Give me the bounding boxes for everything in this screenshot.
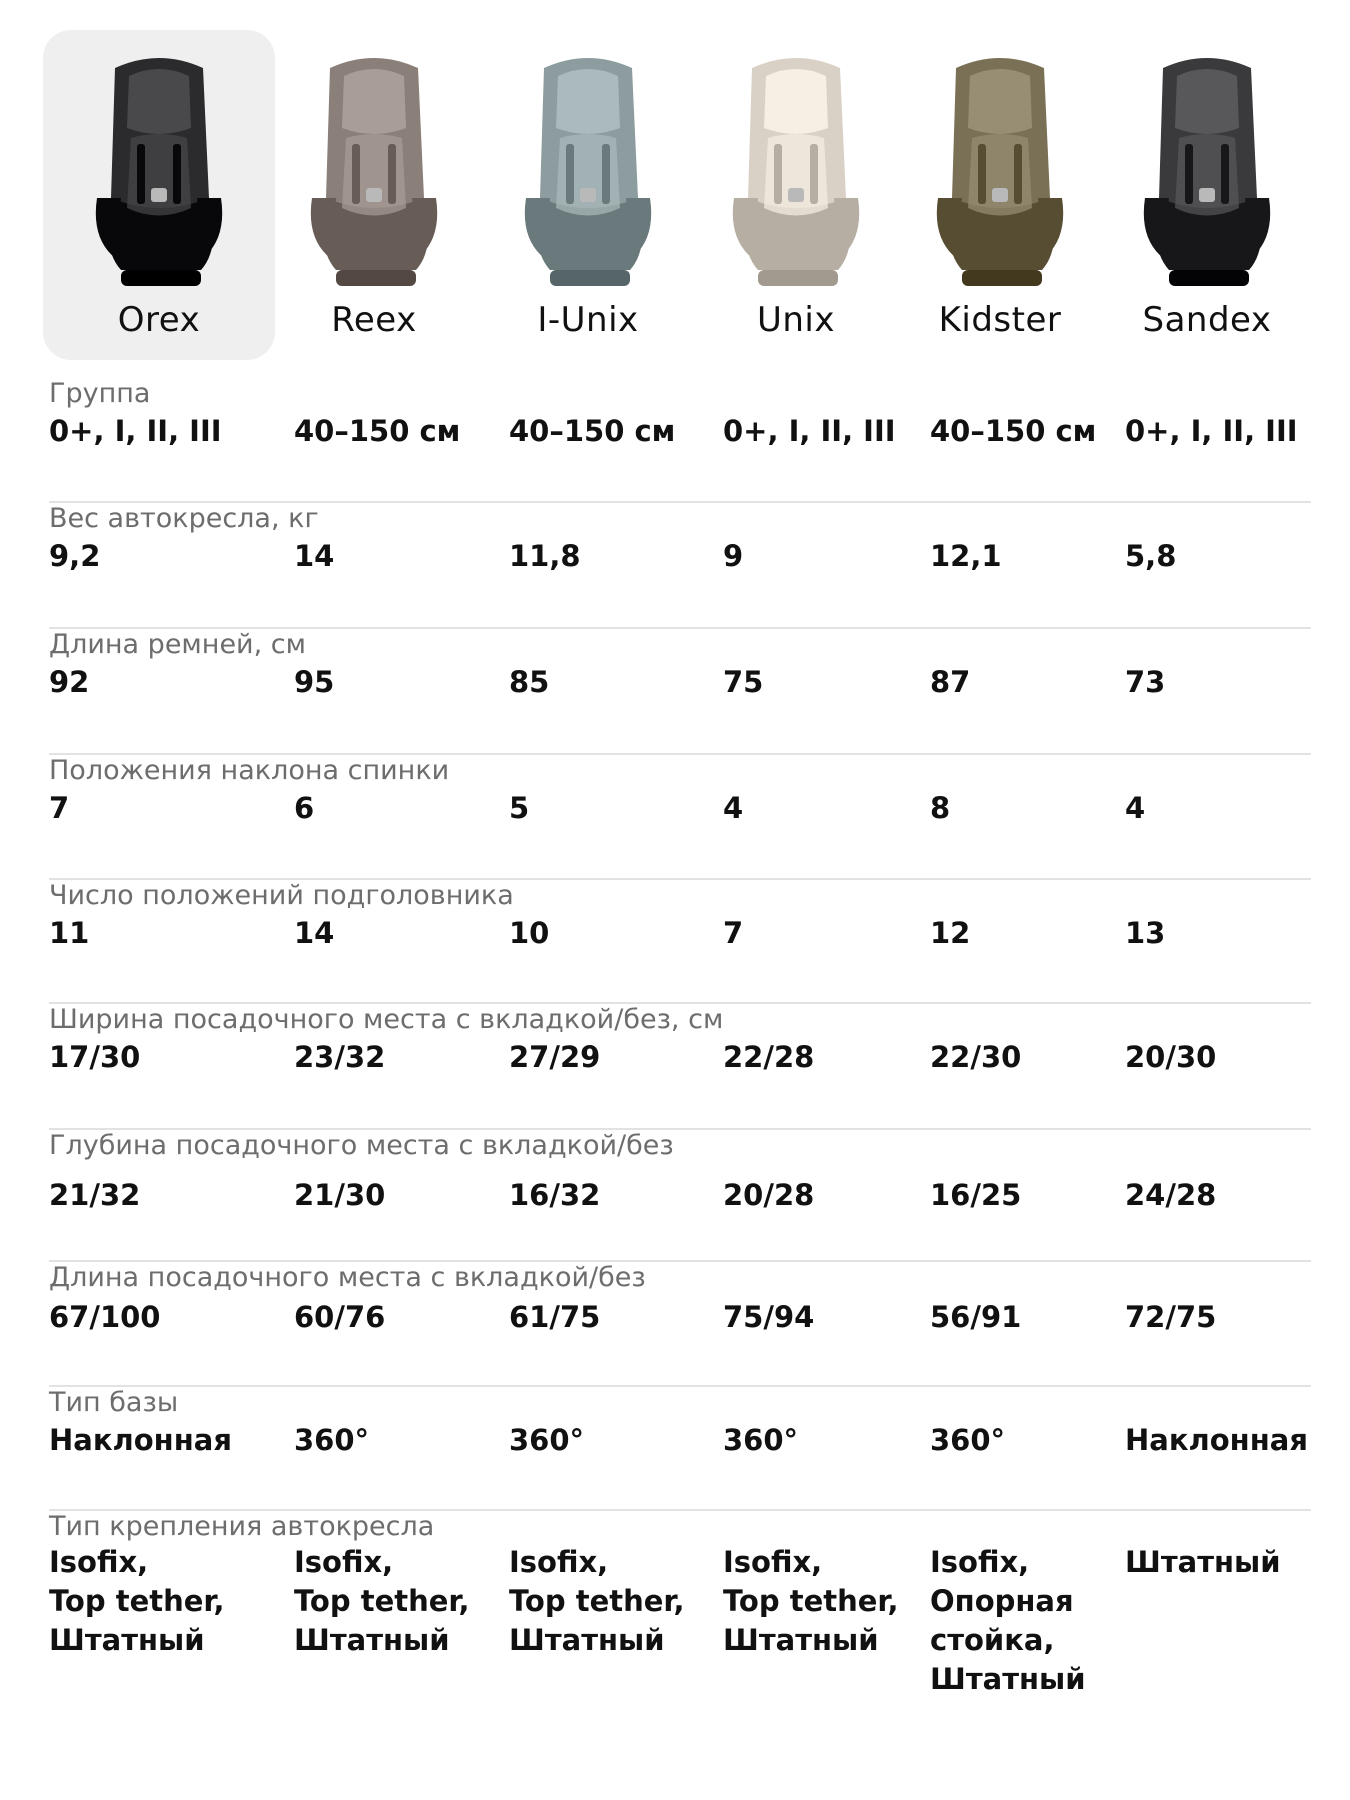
spec-value: 0+, I, II, III <box>1125 414 1298 448</box>
car-seat-image <box>1129 48 1285 296</box>
spec-label: Тип крепления автокресла <box>49 1511 435 1542</box>
spec-row <box>49 503 1311 629</box>
car-seat-image <box>922 48 1078 296</box>
product-card-reex[interactable] <box>258 30 490 360</box>
spec-row <box>49 880 1311 1004</box>
spec-value: 27/29 <box>509 1040 601 1074</box>
spec-value: 360° <box>723 1423 799 1457</box>
spec-label: Ширина посадочного места с вкладкой/без, см <box>49 1004 724 1035</box>
product-name: I-Unix <box>537 300 639 340</box>
car-seat-image <box>718 48 874 296</box>
spec-value: 9,2 <box>49 539 101 573</box>
spec-label: Длина ремней, см <box>49 629 306 660</box>
spec-value: 40–150 см <box>509 414 676 448</box>
spec-value: 14 <box>294 916 335 950</box>
car-seat-image <box>81 48 237 296</box>
product-card-orex[interactable] <box>43 30 275 360</box>
spec-row <box>49 1387 1311 1511</box>
spec-label: Вес автокресла, кг <box>49 503 319 534</box>
spec-value: 12 <box>930 916 971 950</box>
product-card-i-unix[interactable] <box>472 30 704 360</box>
spec-row <box>49 1130 1311 1262</box>
spec-value: 7 <box>49 791 70 825</box>
spec-value: 9 <box>723 539 744 573</box>
spec-value: 5 <box>509 791 530 825</box>
product-name: Reex <box>331 300 417 340</box>
car-seat-image <box>510 48 666 296</box>
spec-value: 60/76 <box>294 1300 386 1334</box>
spec-value: Isofix, Top tether, Штатный <box>49 1545 225 1657</box>
spec-value: Isofix, Top tether, Штатный <box>509 1545 685 1657</box>
spec-value: 92 <box>49 665 90 699</box>
spec-value: Isofix, Top tether, Штатный <box>723 1545 899 1657</box>
spec-value: 11 <box>49 916 90 950</box>
spec-label: Глубина посадочного места с вкладкой/без <box>49 1130 674 1161</box>
spec-value: 11,8 <box>509 539 581 573</box>
spec-value: 12,1 <box>930 539 1002 573</box>
spec-value: 23/32 <box>294 1040 386 1074</box>
spec-label: Положения наклона спинки <box>49 755 450 786</box>
spec-value: 0+, I, II, III <box>723 414 896 448</box>
comparison-table <box>49 378 1311 1761</box>
spec-value: 40–150 см <box>930 414 1097 448</box>
spec-value: 360° <box>509 1423 585 1457</box>
spec-value: Наклонная <box>49 1423 232 1457</box>
spec-value: 75/94 <box>723 1300 815 1334</box>
spec-value: 10 <box>509 916 550 950</box>
spec-row <box>49 1511 1311 1761</box>
spec-value: 5,8 <box>1125 539 1177 573</box>
spec-value: 75 <box>723 665 764 699</box>
spec-value: 17/30 <box>49 1040 141 1074</box>
spec-value: 360° <box>294 1423 370 1457</box>
spec-value: 72/75 <box>1125 1300 1217 1334</box>
product-card-sandex[interactable] <box>1091 30 1323 360</box>
spec-value: 0+, I, II, III <box>49 414 222 448</box>
spec-value: 22/28 <box>723 1040 815 1074</box>
spec-value: 87 <box>930 665 971 699</box>
spec-row <box>49 629 1311 755</box>
spec-value: 67/100 <box>49 1300 161 1334</box>
spec-value: 40–150 см <box>294 414 461 448</box>
spec-value: 56/91 <box>930 1300 1022 1334</box>
spec-value: 13 <box>1125 916 1166 950</box>
product-name: Sandex <box>1142 300 1272 340</box>
product-header <box>0 0 1350 370</box>
product-name: Orex <box>117 300 201 340</box>
spec-row <box>49 1004 1311 1130</box>
product-name: Unix <box>756 300 835 340</box>
spec-value: 4 <box>1125 791 1146 825</box>
spec-value: 4 <box>723 791 744 825</box>
spec-value: 360° <box>930 1423 1006 1457</box>
spec-label: Тип базы <box>49 1387 179 1418</box>
spec-value: Штатный <box>1125 1545 1281 1579</box>
spec-label: Группа <box>49 378 151 409</box>
product-card-unix[interactable] <box>680 30 912 360</box>
spec-value: 6 <box>294 791 315 825</box>
spec-value: 14 <box>294 539 335 573</box>
spec-value: Наклонная <box>1125 1423 1308 1457</box>
spec-value: 20/28 <box>723 1178 815 1212</box>
spec-value: Isofix, Опорная стойка, Штатный <box>930 1545 1086 1696</box>
spec-value: 95 <box>294 665 335 699</box>
spec-value: 73 <box>1125 665 1166 699</box>
spec-label: Длина посадочного места с вкладкой/без <box>49 1262 646 1293</box>
spec-value: Isofix, Top tether, Штатный <box>294 1545 470 1657</box>
spec-value: 20/30 <box>1125 1040 1217 1074</box>
spec-label: Число положений подголовника <box>49 880 514 911</box>
spec-value: 21/30 <box>294 1178 386 1212</box>
spec-value: 61/75 <box>509 1300 601 1334</box>
spec-value: 8 <box>930 791 951 825</box>
spec-value: 16/25 <box>930 1178 1022 1212</box>
spec-row <box>49 378 1311 503</box>
product-name: Kidster <box>938 300 1062 340</box>
spec-value: 21/32 <box>49 1178 141 1212</box>
spec-value: 24/28 <box>1125 1178 1217 1212</box>
product-card-kidster[interactable] <box>884 30 1116 360</box>
spec-value: 22/30 <box>930 1040 1022 1074</box>
spec-value: 85 <box>509 665 550 699</box>
spec-value: 7 <box>723 916 744 950</box>
spec-row <box>49 1262 1311 1387</box>
car-seat-image <box>296 48 452 296</box>
spec-value: 16/32 <box>509 1178 601 1212</box>
spec-row <box>49 755 1311 880</box>
